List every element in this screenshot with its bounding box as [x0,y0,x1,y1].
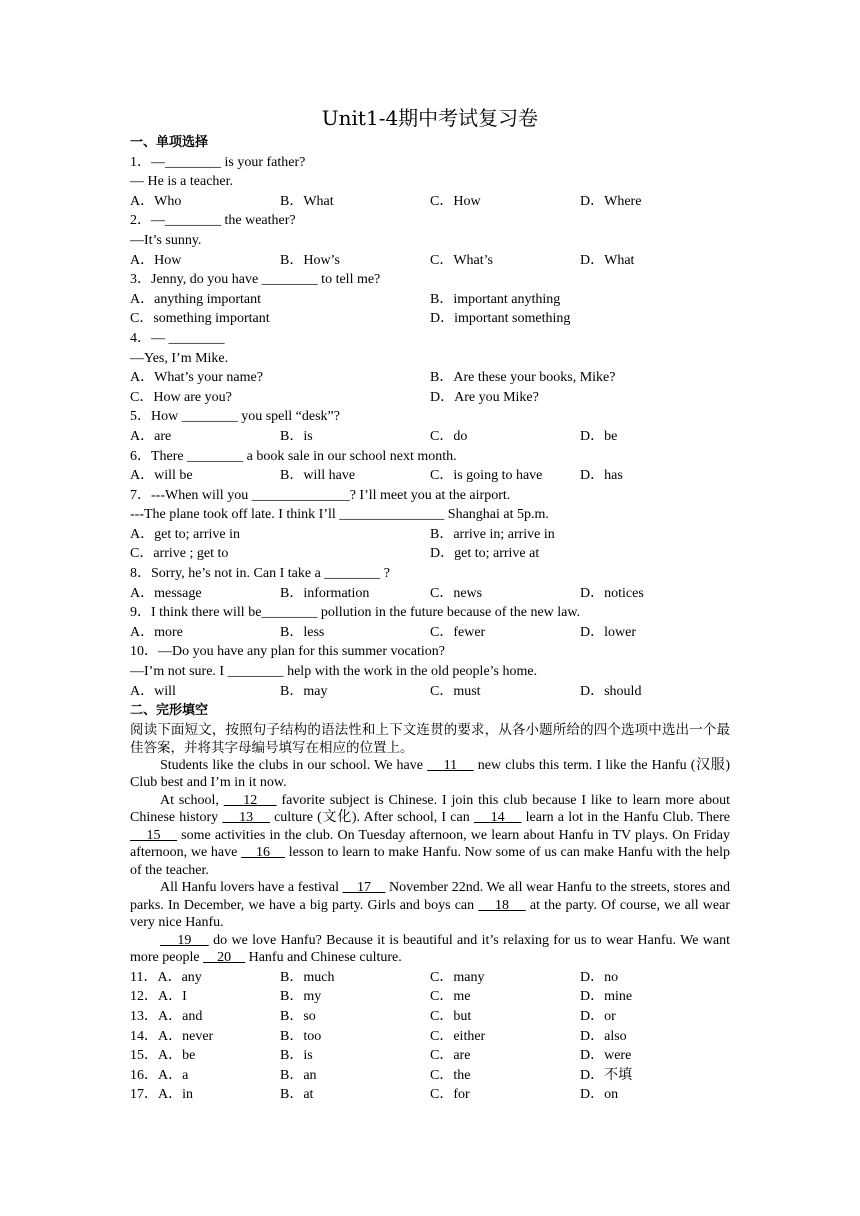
answer-option: B．an [280,1067,317,1083]
question-text: 1．—________ is your father? [130,154,306,170]
answer-option: C．do [430,428,468,444]
section-heading-cloze: 二、完形填空 [130,703,209,719]
answer-option: C．How [430,193,481,209]
cloze-option-row [130,987,730,1007]
answer-options [130,368,730,388]
answer-option: D．were [580,1048,632,1064]
question-text: —It’s sunny. [130,232,202,248]
cloze-text: learn a lot in the Hanfu Club. There [521,810,731,826]
answer-options [130,623,730,643]
question-text: —I’m not sure. I ________ help with the work in the old people’s home. [130,664,538,680]
question-text: 2．—________ the weather? [130,213,296,229]
answer-option: D．Are you Mike? [430,389,539,405]
answer-option: B．Are these your books, Mike? [430,370,616,386]
answer-option: D．has [580,468,623,484]
answer-option: D．or [580,1009,616,1024]
answer-option: A．will [130,683,176,699]
cloze-text: new clubs this term. I like the Hanfu (汉服) Club best and I’m in it now. [130,757,731,791]
cloze-text: lesson to learn to make Hanfu. Now some of us can make Hanfu with the help of the teacher. [130,845,730,878]
answer-option: B．arrive in; arrive in [430,526,555,542]
cloze-paragraph-3 [130,879,730,932]
blank-20: 20 [217,950,232,966]
answer-option: B．too [280,1028,322,1044]
cloze-instructions: 阅读下面短文，按照句子结构的语法性和上下文连贯的要求，从各小题所给的四个选项中选出一个最佳答案，并将其字母编号填写在相应的位置上。 [130,721,730,756]
question-text: 6．There ________ a book sale in our school next month. [130,448,457,464]
answer-options [130,584,730,604]
answer-option: C．are [430,1048,471,1064]
cloze-option-row [130,1046,730,1066]
document-page [130,104,730,1105]
cloze-text: Hanfu and Chinese culture. [245,950,402,966]
answer-option: B．much [280,969,335,985]
question-text: 7．---When will you ______________? I’ll meet you at the airport. [130,487,511,503]
answer-option: C．must [430,683,481,699]
blank-11: 11 [443,757,458,773]
answer-options [130,309,730,329]
answer-option: C．many [430,969,485,985]
answer-options [130,192,730,212]
answer-option: C．What’s [430,252,493,268]
question-text: 5．How ________ you spell “desk”? [130,409,340,425]
answer-option: D．lower [580,624,636,640]
answer-option: 16．A．a [130,1067,189,1083]
answer-options [130,427,730,447]
answer-option: B．will have [280,468,356,484]
blank-13: 13 [239,810,254,826]
blank-16: 16 [256,845,271,861]
answer-option: C．something important [130,311,270,327]
answer-option: A．more [130,624,183,640]
cloze-text: culture (文化). After school, I can [269,810,474,826]
answer-option: A．get to; arrive in [130,526,241,542]
answer-options [130,525,730,545]
cloze-text: November 22nd. We all wear Hanfu to the streets, stores and parks. In December, we have a big party. Girls and boys can [130,880,730,913]
answer-option: B．may [280,683,328,699]
answer-option: A．How [130,252,182,268]
cloze-text: Students like the clubs in our school. We have [160,757,428,773]
cloze-option-row [130,1066,730,1086]
answer-option: C．arrive ; get to [130,546,229,562]
blank-14: 14 [490,810,505,826]
answer-option: 15．A．be [130,1048,196,1064]
answer-options [130,682,730,702]
cloze-text: All Hanfu lovers have a festival [160,880,343,896]
answer-option: C．news [430,585,483,601]
cloze-option-row [130,1027,730,1047]
answer-option: D．Where [580,193,642,209]
cloze-paragraph-1 [130,757,730,792]
cloze-text: At school, [160,792,224,808]
single-choice-questions [130,153,730,702]
answer-option: 17．A．in [130,1087,193,1103]
answer-option: B．What [280,193,334,209]
question-text: 8．Sorry, he’s not in. Can I take a ________ ? [130,566,390,582]
answer-option: C．me [430,989,471,1005]
answer-option: D．should [580,683,642,699]
cloze-options [130,968,730,1105]
answer-option: D．be [580,428,618,444]
answer-option: B．my [280,989,322,1005]
cloze-paragraph-2 [130,792,730,880]
answer-option: 14．A．never [130,1028,214,1044]
cloze-text: at the party. Of course, we all wear very nice Hanfu. [130,897,731,931]
answer-options [130,544,730,564]
answer-option: A．What’s your name? [130,370,263,386]
answer-options [130,388,730,408]
blank-17: 17 [356,880,371,896]
question-text: 9．I think there will be________ pollution in the future because of the new law. [130,605,581,621]
answer-option: B．important anything [430,291,561,307]
question-text: — He is a teacher. [130,174,234,190]
answer-option: B．How’s [280,252,340,268]
answer-option: C．fewer [430,624,486,640]
cloze-text: some activities in the club. On Tuesday afternoon, we learn about Hanfu in TV plays. On Friday afternoon, we have [130,827,730,861]
answer-option: 13．A．and [130,1009,203,1024]
answer-option: D．important something [430,311,571,327]
answer-option: 11．A．any [130,969,202,985]
question-text: —Yes, I’m Mike. [130,350,229,366]
answer-options [130,290,730,310]
cloze-option-row [130,1085,730,1105]
question-text: 4．— ________ [130,330,225,346]
answer-option: D．What [580,252,635,268]
answer-option: D．on [580,1087,619,1103]
answer-option: A．message [130,585,202,601]
answer-option: B．so [280,1009,316,1024]
answer-option: B．is [280,1048,313,1064]
cloze-paragraph-4 [130,932,730,967]
answer-option: A．will be [130,468,193,484]
answer-option: B．is [280,428,313,444]
answer-options [130,251,730,271]
answer-option: B．less [280,624,325,640]
blank-12: 12 [243,792,258,808]
answer-option: B．at [280,1087,314,1103]
answer-option: D．不填 [580,1067,633,1083]
answer-option: A．are [130,428,172,444]
question-text: 10．—Do you have any plan for this summer vocation? [130,644,445,660]
answer-option: 12．A．I [130,989,187,1005]
answer-option: D．get to; arrive at [430,546,540,562]
cloze-text: favorite subject is Chinese. I join this club because I like to learn more about Chinese history [130,792,731,826]
cloze-option-row [130,1007,730,1027]
blank-15: 15 [146,827,161,843]
answer-option: B．information [280,585,370,601]
answer-option: C．How are you? [130,389,232,405]
section-heading-single-choice: 一、单项选择 [130,135,209,150]
blank-18: 18 [495,897,510,913]
answer-options [130,466,730,486]
blank-19: 19 [177,932,192,948]
answer-option: C．but [430,1009,472,1024]
answer-option: A．anything important [130,291,262,307]
answer-option: D．mine [580,989,633,1005]
answer-option: C．either [430,1028,486,1044]
question-text: ---The plane took off late. I think I’ll _______________ Shanghai at 5p.m. [130,507,549,523]
answer-option: C．is going to have [430,468,543,484]
answer-option: D．also [580,1028,627,1044]
answer-option: D．no [580,969,619,985]
cloze-text: do we love Hanfu? Because it is beautiful and it’s relaxing for us to wear Hanfu. We want more people [130,932,730,966]
page-title: Unit1-4期中考试复习卷 [321,106,539,130]
cloze-option-row [130,968,730,988]
question-text: 3．Jenny, do you have ________ to tell me? [130,272,381,288]
answer-option: A．Who [130,193,182,209]
answer-option: C．for [430,1087,470,1103]
answer-option: C．the [430,1067,471,1083]
answer-option: D．notices [580,585,644,601]
